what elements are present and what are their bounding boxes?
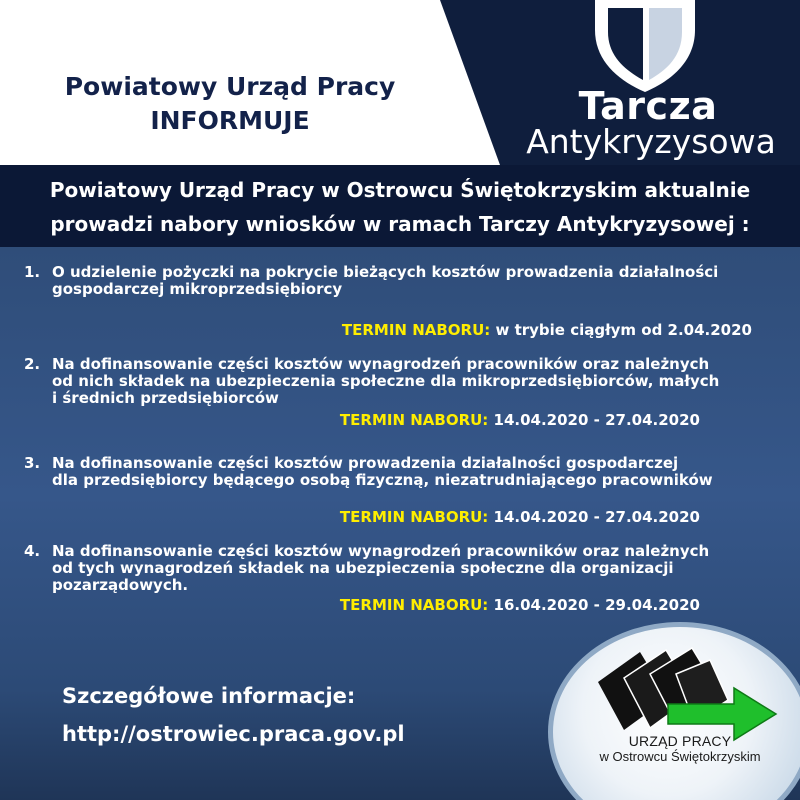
deadline-label: TERMIN NABORU: [341, 321, 491, 339]
org-title-line2: INFORMUJE [150, 106, 310, 135]
deadline-label: TERMIN NABORU: [339, 596, 489, 614]
deadline-4 [0, 596, 700, 614]
item-number: 1. [24, 263, 41, 281]
item-line: i średnich przedsiębiorców [52, 389, 279, 407]
deadline-value: 14.04.2020 - 27.04.2020 [488, 508, 700, 526]
org-title [20, 70, 440, 138]
item-description [52, 356, 792, 407]
deadline-value: 16.04.2020 - 29.04.2020 [488, 596, 700, 614]
deadline-value: w trybie ciągłym od 2.04.2020 [490, 321, 752, 339]
details-url-link[interactable]: http://ostrowiec.praca.gov.pl [62, 722, 405, 746]
subtitle [10, 173, 790, 241]
item-line: Na dofinansowanie części kosztów prowadzenia działalności gospodarczej [52, 454, 679, 472]
deadline-3 [0, 508, 700, 526]
item-number: 2. [24, 355, 41, 373]
details-label: Szczegółowe informacje: [62, 684, 356, 708]
item-line: dla przedsiębiorcy będącego osobą fizyczną, niezatrudniającego pracowników [52, 471, 713, 489]
office-logo-line2: w Ostrowcu Świętokrzyskim [599, 749, 761, 764]
subtitle-line2: prowadzi nabory wniosków w ramach Tarczy Antykryzysowej : [50, 212, 750, 236]
item-description [52, 455, 792, 489]
deadline-value: 14.04.2020 - 27.04.2020 [488, 411, 700, 429]
item-line: pozarządowych. [52, 576, 189, 594]
item-line: od tych wynagrodzeń składek na ubezpieczenia społeczne dla organizacji [52, 559, 674, 577]
deadline-1 [52, 321, 752, 339]
item-description [52, 543, 792, 594]
item-line: od nich składek na ubezpieczenia społeczne dla mikroprzedsiębiorców, małych [52, 372, 720, 390]
item-number: 3. [24, 454, 41, 472]
subtitle-line1: Powiatowy Urząd Pracy w Ostrowcu Świętokrzyskim aktualnie [49, 178, 751, 202]
org-title-line1: Powiatowy Urząd Pracy [64, 72, 396, 101]
deadline-2 [0, 411, 700, 429]
office-logo-line1: URZĄD PRACY [628, 733, 732, 749]
item-line: gospodarczej mikroprzedsiębiorcy [52, 280, 343, 298]
logo-word-tarcza: Tarcza [578, 84, 718, 128]
item-line: Na dofinansowanie części kosztów wynagrodzeń pracowników oraz należnych [52, 542, 710, 560]
item-line: O udzielenie pożyczki na pokrycie bieżących kosztów prowadzenia działalności [52, 263, 719, 281]
deadline-label: TERMIN NABORU: [339, 508, 489, 526]
item-line: Na dofinansowanie części kosztów wynagrodzeń pracowników oraz należnych [52, 355, 710, 373]
deadline-label: TERMIN NABORU: [339, 411, 489, 429]
item-description [52, 264, 792, 298]
logo-word-antykryzysowa: Antykryzysowa [526, 122, 776, 161]
item-number: 4. [24, 542, 41, 560]
shield-icon [575, 0, 715, 95]
